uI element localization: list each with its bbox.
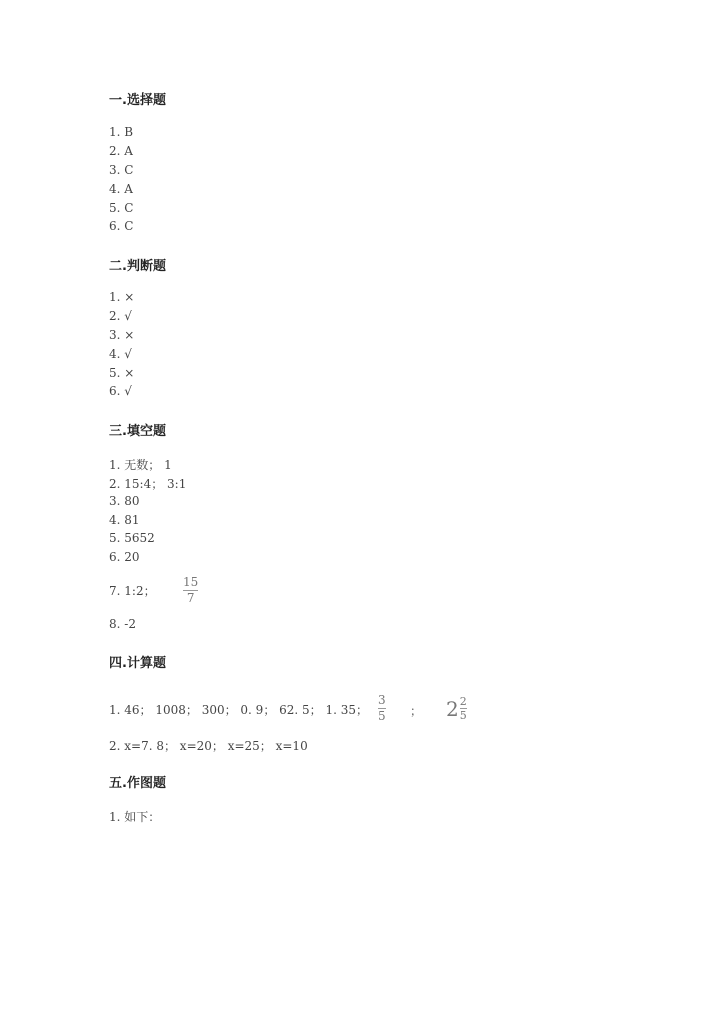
answer-line: 2. A [109,144,133,158]
answer-line: 1. B [109,125,134,139]
answer-line: 3. C [109,163,134,177]
answer-line: 8. -2 [109,617,136,631]
answer-line: 5. × [109,366,135,380]
answer-line: 2. √ [109,309,132,323]
answer-line: 2. x=7. 8； x=20； x=25； x=10 [109,739,308,753]
fraction [460,696,467,721]
section-title-judgement: 二.判断题 [109,259,166,274]
mixed-number-whole: 2 [446,696,459,721]
section-title-drawing: 五.作图题 [109,776,166,791]
answer-line: 4. 81 [109,513,140,527]
answer-line: 3. × [109,328,135,342]
separator: ； [410,704,423,718]
fraction-numerator: 15 [183,575,199,589]
section-title-calculation: 四.计算题 [109,656,166,671]
answer-line: 1. 46； 1008； 300； 0. 9； 62. 5； 1. 35； [109,703,369,717]
fraction [183,576,198,605]
section-title-choice: 一.选择题 [109,93,166,108]
answer-line: 1. 如下： [109,810,161,824]
answer-line: 4. A [109,182,133,196]
answer-line: 2. 15:4； 3:1 [109,477,187,491]
answer-line: 6. √ [109,384,132,398]
answer-line: 1. × [109,290,135,304]
fraction-numerator: 3 [378,693,386,707]
fraction-numerator: 2 [459,695,467,708]
answer-line: 6. 20 [109,550,140,564]
fraction-denominator: 5 [378,709,386,723]
mixed-number [446,696,467,721]
answer-line: 5. C [109,201,134,215]
answer-line: 3. 80 [109,494,140,508]
section-title-fill-blank: 三.填空题 [109,424,166,439]
fraction [378,694,386,723]
answer-line: 7. 1:2； [109,584,156,598]
answer-line: 1. 无数； 1 [109,458,172,472]
answer-line: 5. 5652 [109,531,155,545]
answer-line: 6. C [109,219,134,233]
fraction-denominator: 7 [186,591,195,605]
answer-line: 4. √ [109,347,132,361]
fraction-denominator: 5 [459,709,467,722]
